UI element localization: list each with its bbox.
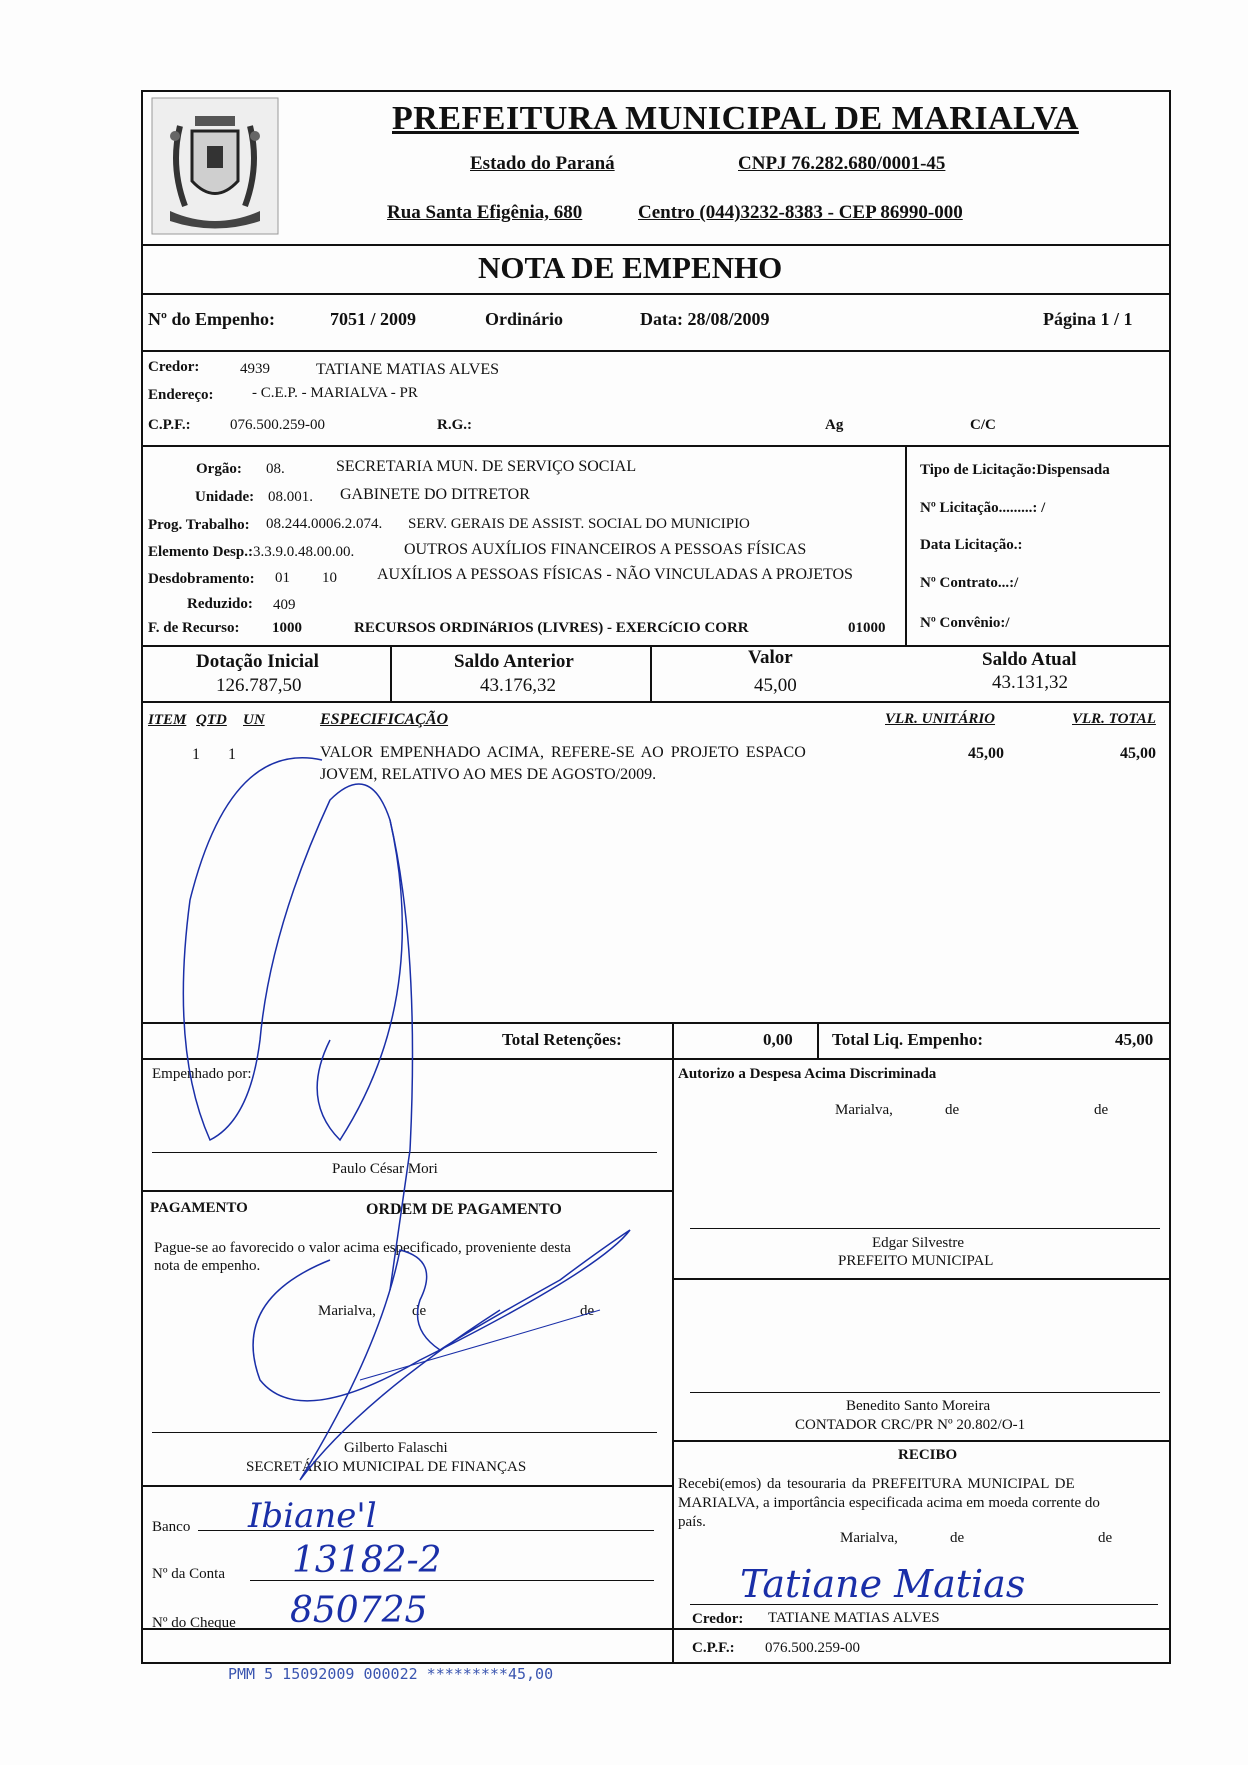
recibo-de2: de	[1098, 1530, 1113, 1546]
empenhado-por-label: Empenhado por:	[152, 1066, 252, 1082]
valor-total-column-header: VLR. TOTAL	[1072, 711, 1156, 727]
ordem-pagamento-label: ORDEM DE PAGAMENTO	[366, 1201, 562, 1218]
item-number: 1	[192, 746, 200, 763]
recibo-credor-name: TATIANE MATIAS ALVES	[768, 1610, 940, 1626]
pagamento-label: PAGAMENTO	[150, 1200, 248, 1216]
contact-label: Centro (044)3232-8383 - CEP 86990-000	[638, 202, 963, 223]
autorizo-marialva: Marialva,	[835, 1102, 893, 1118]
secretario-name: Gilberto Falaschi	[344, 1440, 448, 1456]
cc-label: C/C	[970, 417, 996, 433]
coat-of-arms-logo	[150, 96, 280, 236]
unidade-value: GABINETE DO DITRETOR	[340, 486, 530, 503]
valor-value: 45,00	[754, 675, 797, 696]
recibo-credor-label: Credor:	[692, 1611, 744, 1627]
total-retencoes-label: Total Retenções:	[502, 1030, 622, 1049]
item-unit-value: 45,00	[968, 745, 1004, 762]
item-qtd: 1	[228, 746, 236, 763]
desdobramento-code2: 10	[322, 570, 337, 586]
saldo-anterior-label: Saldo Anterior	[454, 651, 574, 672]
unidade-code: 08.001.	[268, 489, 313, 505]
reduzido-value: 409	[273, 597, 296, 613]
elemento-code: 3.3.9.0.48.00.00.	[253, 544, 355, 560]
cheque-label: Nº do Cheque	[152, 1615, 236, 1631]
prog-trabalho-value: SERV. GERAIS DE ASSIST. SOCIAL DO MUNICIPIO	[408, 516, 750, 532]
autorizo-de1: de	[945, 1102, 960, 1118]
recibo-text-line2: MARIALVA, a importância especificada acima em moeda corrente do	[678, 1495, 1100, 1511]
recibo-de1: de	[950, 1530, 965, 1546]
cpf-value: 076.500.259-00	[230, 417, 325, 433]
pague-se-text-line1: Pague-se ao favorecido o valor acima especificado, proveniente desta	[154, 1240, 571, 1256]
autorizo-de2: de	[1094, 1102, 1109, 1118]
orgao-value: SECRETARIA MUN. DE SERVIÇO SOCIAL	[336, 458, 637, 475]
page-number: Página 1 / 1	[1043, 309, 1133, 329]
total-liquido-value: 45,00	[1115, 1030, 1154, 1049]
desdobramento-value: AUXÍLIOS A PESSOAS FÍSICAS - NÃO VINCULADAS A PROJETOS	[377, 566, 853, 583]
empenho-type: Ordinário	[485, 309, 564, 329]
credor-signature: Tatiane Matias	[740, 1562, 1026, 1606]
reduzido-label: Reduzido:	[187, 596, 253, 612]
pague-se-text-line2: nota de empenho.	[154, 1258, 261, 1274]
pagamento-marialva: Marialva,	[318, 1303, 376, 1319]
orgao-label: Orgão:	[196, 461, 242, 477]
numero-contrato: Nº Contrato...:/	[920, 575, 1019, 591]
autorizo-label: Autorizo a Despesa Acima Discriminada	[678, 1066, 937, 1082]
item-total-value: 45,00	[1120, 745, 1156, 762]
endereco-value: - C.E.P. - MARIALVA - PR	[252, 385, 418, 401]
valor-unitario-column-header: VLR. UNITÁRIO	[885, 711, 996, 727]
recibo-marialva: Marialva,	[840, 1530, 898, 1546]
prefeitura-title: PREFEITURA MUNICIPAL DE MARIALVA	[392, 100, 1079, 137]
valor-label: Valor	[748, 647, 793, 668]
desdobramento-code1: 01	[275, 570, 290, 586]
qtd-column-header: QTD	[196, 712, 227, 728]
orgao-code: 08.	[266, 461, 285, 477]
document-title: NOTA DE EMPENHO	[478, 250, 783, 285]
tipo-licitacao: Tipo de Licitação:Dispensada	[920, 462, 1110, 478]
saldo-atual-value: 43.131,32	[992, 672, 1068, 693]
empenhado-por-name: Paulo César Mori	[332, 1161, 438, 1177]
footer-machine-stamp: PMM 5 15092009 000022 *********45,00	[228, 1665, 554, 1683]
cpf-label: C.P.F.:	[148, 417, 191, 433]
pagamento-de1: de	[412, 1303, 427, 1319]
recurso-code: 1000	[272, 620, 302, 636]
especificacao-column-header: ESPECIFICAÇÃO	[320, 711, 449, 728]
rg-label: R.G.:	[437, 417, 472, 433]
prog-trabalho-code: 08.244.0006.2.074.	[266, 516, 383, 532]
numero-licitacao: Nº Licitação.........: /	[920, 500, 1046, 516]
state-label: Estado do Paraná	[470, 153, 615, 174]
contador-name: Benedito Santo Moreira	[846, 1398, 991, 1414]
unidade-label: Unidade:	[195, 489, 255, 505]
recurso-label: F. de Recurso:	[148, 620, 240, 636]
item-column-header: ITEM	[148, 712, 187, 728]
empenho-number: 7051 / 2009	[330, 309, 417, 329]
empenho-number-label: Nº do Empenho:	[148, 309, 275, 329]
credor-name: TATIANE MATIAS ALVES	[316, 361, 500, 378]
prefeito-name: Edgar Silvestre	[872, 1235, 965, 1251]
secretario-title: SECRETÁRIO MUNICIPAL DE FINANÇAS	[246, 1459, 527, 1475]
recurso-value: RECURSOS ORDINáRIOS (LIVRES) - EXERCíCIO CORR	[354, 620, 749, 636]
credor-label: Credor:	[148, 359, 200, 375]
recurso-number: 01000	[848, 620, 886, 636]
desdobramento-label: Desdobramento:	[148, 571, 255, 587]
empenho-date: Data: 28/08/2009	[640, 309, 770, 329]
prog-trabalho-label: Prog. Trabalho:	[148, 517, 250, 533]
data-licitacao: Data Licitação.:	[920, 537, 1023, 553]
prefeito-title: PREFEITO MUNICIPAL	[838, 1253, 994, 1269]
pagamento-de2: de	[580, 1303, 595, 1319]
saldo-atual-label: Saldo Atual	[982, 649, 1077, 670]
conta-value: 13182-2	[292, 1540, 442, 1581]
item-description-line1: VALOR EMPENHADO ACIMA, REFERE-SE AO PROJETO ESPACO	[320, 744, 806, 761]
elemento-label: Elemento Desp.:	[148, 544, 253, 560]
recibo-text-line3: país.	[678, 1514, 706, 1530]
conta-label: Nº da Conta	[152, 1566, 225, 1582]
banco-value: Ibiane'l	[248, 1496, 377, 1536]
recibo-cpf-value: 076.500.259-00	[765, 1640, 860, 1656]
dotacao-inicial-label: Dotação Inicial	[196, 651, 319, 672]
cheque-value: 850725	[290, 1590, 428, 1631]
ag-label: Ag	[825, 417, 844, 433]
cnpj-label: CNPJ 76.282.680/0001-45	[738, 153, 946, 174]
elemento-value: OUTROS AUXÍLIOS FINANCEIROS A PESSOAS FÍSICAS	[404, 541, 807, 558]
total-retencoes-value: 0,00	[763, 1030, 793, 1049]
banco-label: Banco	[152, 1519, 191, 1535]
recibo-text-line1: Recebi(emos) da tesouraria da PREFEITURA MUNICIPAL DE	[678, 1476, 1075, 1492]
recibo-cpf-label: C.P.F.:	[692, 1640, 735, 1656]
contador-title: CONTADOR CRC/PR Nº 20.802/O-1	[795, 1417, 1026, 1433]
address-label: Rua Santa Efigênia, 680	[387, 202, 583, 223]
total-liquido-label: Total Liq. Empenho:	[832, 1030, 983, 1049]
recibo-label: RECIBO	[898, 1447, 958, 1463]
endereco-label: Endereço:	[148, 387, 214, 403]
item-description-line2: JOVEM, RELATIVO AO MES DE AGOSTO/2009.	[320, 766, 657, 783]
dotacao-inicial-value: 126.787,50	[216, 675, 302, 696]
numero-convenio: Nº Convênio:/	[920, 615, 1010, 631]
un-column-header: UN	[243, 712, 265, 728]
credor-code: 4939	[240, 361, 270, 377]
saldo-anterior-value: 43.176,32	[480, 675, 556, 696]
